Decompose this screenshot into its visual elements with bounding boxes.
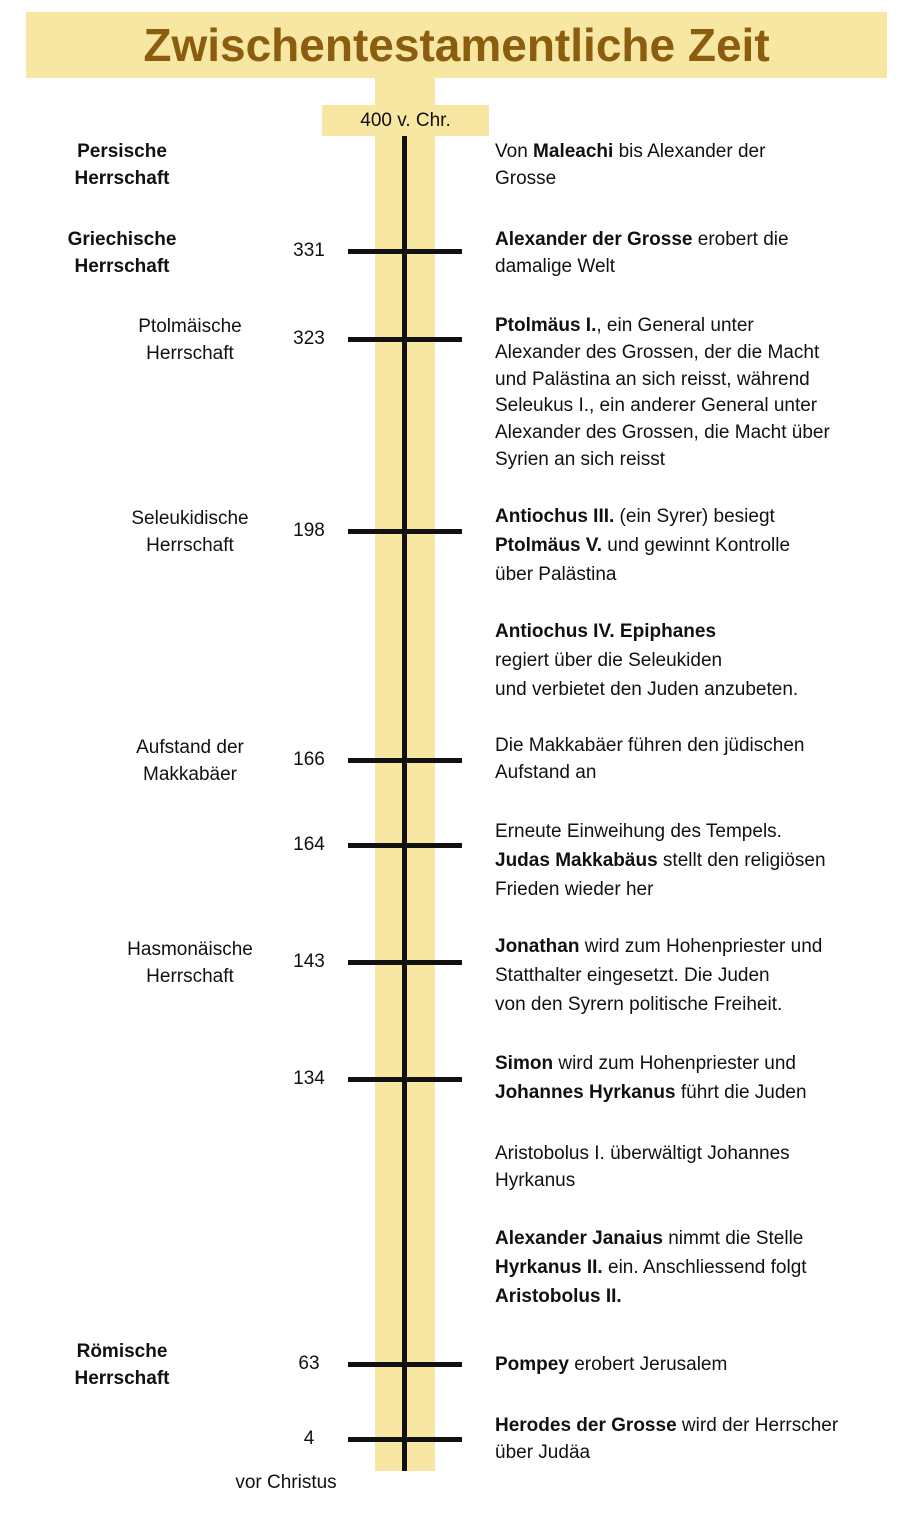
- event-text: und gewinnt Kontrolle: [602, 535, 791, 556]
- event-maleachi: [495, 138, 895, 192]
- event-name: Antiochus III.: [495, 506, 615, 527]
- event-name: Ptolmäus V.: [495, 535, 603, 556]
- event-line: Aristobolus I. überwältigt Johannes: [495, 1143, 790, 1164]
- event-text: wird zum Hohenpriester und: [579, 936, 823, 957]
- event-line: [495, 1224, 895, 1253]
- event-simon: [495, 1049, 895, 1107]
- event-name: Judas Makkabäus: [495, 850, 658, 871]
- era-line: Persische: [77, 141, 167, 162]
- event-line: Seleukus I., ein anderer General unter: [495, 395, 818, 417]
- era-line: Römische: [76, 1341, 168, 1362]
- event-line: [495, 138, 895, 165]
- event-line: regiert über die Seleukiden: [495, 650, 723, 671]
- tick-143: [348, 960, 462, 965]
- event-name: Hyrkanus II.: [495, 1257, 603, 1278]
- event-ptolemy-1: [495, 313, 895, 474]
- event-line: damalige Welt: [495, 256, 616, 277]
- event-text: erobert Jerusalem: [568, 1354, 728, 1375]
- event-line: von den Syrern politische Freiheit.: [495, 994, 783, 1015]
- event-line: [495, 1049, 895, 1078]
- tick-164: [348, 843, 462, 848]
- event-line: Aufstand an: [495, 762, 597, 783]
- event-aristobolus-1: [495, 1140, 895, 1194]
- event-line: Frieden wieder her: [495, 879, 654, 900]
- era-hasmonean: [100, 936, 280, 990]
- event-line: [495, 313, 895, 340]
- event-line: über Judäa: [495, 1442, 591, 1463]
- event-name: Johannes Hyrkanus: [495, 1082, 676, 1103]
- year-label: 323: [293, 328, 325, 349]
- era-seleucid: [100, 505, 280, 559]
- event-text: erobert die: [692, 229, 789, 250]
- event-line: [495, 1282, 895, 1311]
- event-line: Syrien an sich reisst: [495, 448, 666, 470]
- event-text: Von: [495, 141, 534, 162]
- event-line: [495, 1412, 895, 1439]
- era-line: Hasmonäische: [127, 939, 253, 960]
- event-line: und verbietet den Juden anzubeten.: [495, 679, 799, 700]
- event-line: [495, 1351, 895, 1378]
- event-name: Herodes der Grosse: [495, 1415, 677, 1436]
- era-line: Makkabäer: [143, 764, 237, 785]
- tick-63: [348, 1362, 462, 1367]
- year-label: 164: [293, 834, 325, 855]
- event-alexander: [495, 226, 895, 280]
- event-name: Jonathan: [495, 936, 580, 957]
- event-text: (ein Syrer) besiegt: [614, 506, 775, 527]
- event-name: Alexander Janaius: [495, 1228, 663, 1249]
- event-line: [495, 932, 895, 961]
- event-line: [495, 531, 895, 560]
- event-line: [495, 1253, 895, 1282]
- tick-198: [348, 529, 462, 534]
- era-line: Herrschaft: [146, 343, 234, 364]
- event-name: Maleachi: [533, 141, 614, 162]
- event-text: bis Alexander der: [613, 141, 766, 162]
- event-temple-rededication: [495, 817, 895, 904]
- year-label: 134: [293, 1068, 325, 1089]
- year-label: 63: [298, 1353, 320, 1374]
- event-line: über Palästina: [495, 564, 617, 585]
- event-text: , ein General unter: [596, 315, 754, 336]
- event-pompey: [495, 1351, 895, 1378]
- event-line: [495, 226, 895, 253]
- event-line: Statthalter eingesetzt. Die Juden: [495, 965, 770, 986]
- year-label: 198: [293, 520, 325, 541]
- event-text: ein. Anschliessend folgt: [602, 1257, 807, 1278]
- start-year-label: 400 v. Chr.: [322, 105, 489, 136]
- era-line: Herrschaft: [74, 1368, 170, 1389]
- event-line: Alexander des Grossen, die Macht über: [495, 422, 830, 444]
- era-line: Ptolmäische: [138, 316, 242, 337]
- era-roman: [40, 1338, 204, 1392]
- event-name: Antiochus IV. Epiphanes: [495, 621, 717, 642]
- event-text: führt die Juden: [675, 1082, 807, 1103]
- event-line: [495, 502, 895, 531]
- event-text: wird der Herrscher: [676, 1415, 839, 1436]
- era-persian: [40, 138, 204, 192]
- event-name: Alexander der Grosse: [495, 229, 693, 250]
- era-ptolemaic: [108, 313, 272, 367]
- era-maccabean: [100, 734, 280, 788]
- event-name: Pompey: [495, 1354, 569, 1375]
- title-connector: [375, 78, 435, 108]
- event-line: und Palästina an sich reisst, während: [495, 368, 810, 390]
- event-antiochus-3: [495, 502, 895, 589]
- year-label: 4: [303, 1428, 315, 1449]
- era-line: Herrschaft: [146, 966, 234, 987]
- event-alexander-janaius: [495, 1224, 895, 1311]
- era-greek: [40, 226, 204, 280]
- event-line: [495, 617, 895, 646]
- event-line: [495, 846, 895, 875]
- event-line: Hyrkanus: [495, 1170, 576, 1191]
- event-name: Aristobolus II.: [495, 1286, 622, 1307]
- era-line: Aufstand der: [136, 737, 244, 758]
- event-text: nimmt die Stelle: [662, 1228, 804, 1249]
- era-line: Herrschaft: [146, 535, 234, 556]
- tick-4: [348, 1437, 462, 1442]
- end-label: vor Christus: [235, 1472, 337, 1493]
- tick-134: [348, 1077, 462, 1082]
- event-text: wird zum Hohenpriester und: [553, 1053, 796, 1074]
- page-title: Zwischentestamentliche Zeit: [143, 19, 770, 71]
- event-name: Ptolmäus I.: [495, 315, 597, 336]
- year-label: 331: [293, 240, 325, 261]
- tick-166: [348, 758, 462, 763]
- era-line: Herrschaft: [74, 256, 170, 277]
- event-maccabean-revolt: [495, 732, 895, 786]
- era-line: Seleukidische: [131, 508, 249, 529]
- event-text: stellt den religiösen: [657, 850, 826, 871]
- year-label: 143: [293, 951, 325, 972]
- tick-331: [348, 249, 462, 254]
- event-line: [495, 1078, 895, 1107]
- era-line: Griechische: [67, 229, 177, 250]
- event-line: Grosse: [495, 168, 557, 189]
- event-antiochus-4: [495, 617, 895, 704]
- event-herodes: [495, 1412, 895, 1466]
- year-label: 166: [293, 749, 325, 770]
- event-line: Die Makkabäer führen den jüdischen: [495, 735, 805, 756]
- event-name: Simon: [495, 1053, 554, 1074]
- era-line: Herrschaft: [74, 168, 170, 189]
- event-line: Erneute Einweihung des Tempels.: [495, 821, 782, 842]
- event-jonathan: [495, 932, 895, 1019]
- tick-323: [348, 337, 462, 342]
- event-line: Alexander des Grossen, der die Macht: [495, 341, 820, 363]
